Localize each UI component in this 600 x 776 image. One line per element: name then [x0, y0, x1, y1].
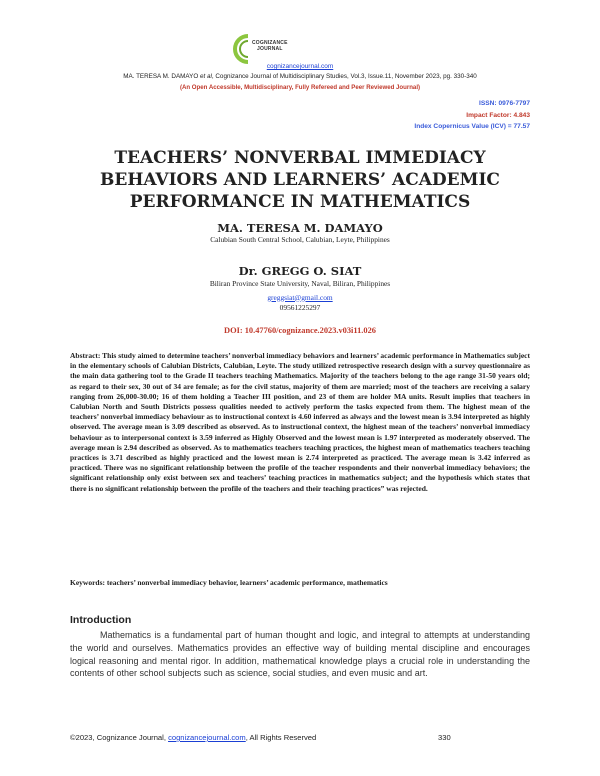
introduction-body: Mathematics is a fundamental part of human thought and logic, and integral to attempts at understanding the world and ourselves. Mathematics provides an effective way of building mental discipline and encourages logical reasoning and mental rigor. In addition, mathematical knowledge plays a crucial role in understanding the contents of other school subjects such as science, social studies, and even music and art. [70, 630, 530, 679]
page-number: 330 [438, 733, 451, 742]
doi[interactable]: DOI: 10.47760/cognizance.2023.v03i11.026 [224, 326, 376, 335]
journal-subtitle: (An Open Accessible, Multidisciplinary, Fully Refereed and Peer Reviewed Journal) [179, 84, 421, 91]
author-2-email[interactable]: greggsiat@gmail.com [267, 292, 333, 302]
icv-value: Index Copernicus Value (ICV) = 77.57 [414, 123, 530, 130]
author-1-affiliation: Calubian South Central School, Calubian, Leyte, Philippines [210, 235, 390, 244]
paper-title: TEACHERS’ NONVERBAL IMMEDIACY BEHAVIORS AND LEARNERS’ ACADEMIC PERFORMANCE IN MATHEMATICS [100, 148, 500, 212]
keywords: Keywords: teachers’ nonverbal immediacy behavior, learners’ academic performance, mathematics [70, 578, 388, 587]
author-1 [0, 221, 600, 244]
author-2-phone: 09561225297 [279, 303, 321, 312]
logo-text: COGNIZANCE JOURNAL [252, 40, 288, 52]
issn: ISSN: 0976-7797 [479, 100, 530, 107]
footer-link[interactable]: cognizancejournal.com [168, 733, 246, 742]
author-2 [0, 263, 600, 314]
author-2-affiliation: Biliran Province State University, Naval, Biliran, Philippines [209, 279, 391, 288]
journal-metrics [414, 98, 530, 133]
abstract: Abstract: This study aimed to determine teachers’ nonverbal immediacy behaviors and learners’ academic performance in Mathematics subject in the elementary schools of Calubian Districts, Calubian, Leyte. The study utilized retrospective research design with a survey questionnaire as the main data gathering tool to the Grade II teachers teaching Mathematics. Majority of the teachers belong to the age range 31-50 years old; as regard to their sex, 30 out of 34 are female; as for the civil status, majority of them are married; most of the teachers are receiving a salary ranging from 26,000-30.00; 16 of them holding a Teacher III position, and 23 of them are holder MA units. Result implies that teachers in Calubian North and South Districts possess qualities needed to actively perform the tasks expected from them. The highest mean of the teachers’ nonverbal immediacy behaviour as to instructional context is 4.60 inferred as always and the lowest mean is 3.94 interpreted as highly observed. The average mean is 3.09 described as observed. As to instructional context, the highest mean of the teachers’ nonverbal immediacy behaviour as to interpersonal context is 3.59 inferred as Highly Observed and the lowest mean is 1.97 interpreted as moderately observed. The average mean is 2.94 described as observed. As to mathematics teachers teaching practices, the highest mean of mathematics teachers teaching practices is 3.71 described as highly practiced and the lowest mean is 2.74 interpreted as practiced. The average mean is 3.42 inferred as practiced. There was no significant relationship between the profile of the teacher respondents and their nonverbal immediacy behaviors; the significant relationship only exist between sex and teachers’ teaching practices in mathematics subject; and the hypothesis which states that there is no significant relationship between the profile of the teachers and their teaching practices” was rejected. [70, 351, 530, 493]
impact-factor: Impact Factor: 4.843 [466, 111, 530, 119]
citation-line: MA. TERESA M. DAMAYO et al, Cognizance Journal of Multidisciplinary Studies, Vol.3, Issue.11, November 2023, pg. 330-340 [123, 73, 477, 80]
footer-copyright: ©2023, Cognizance Journal, cognizancejournal.com, All Rights Reserved [70, 733, 317, 742]
introduction-heading: Introduction [70, 614, 132, 626]
author-2-name: Dr. GREGG O. SIAT [238, 264, 362, 278]
site-link[interactable]: cognizancejournal.com [266, 63, 334, 70]
author-1-name: MA. TERESA M. DAMAYO [217, 221, 383, 235]
